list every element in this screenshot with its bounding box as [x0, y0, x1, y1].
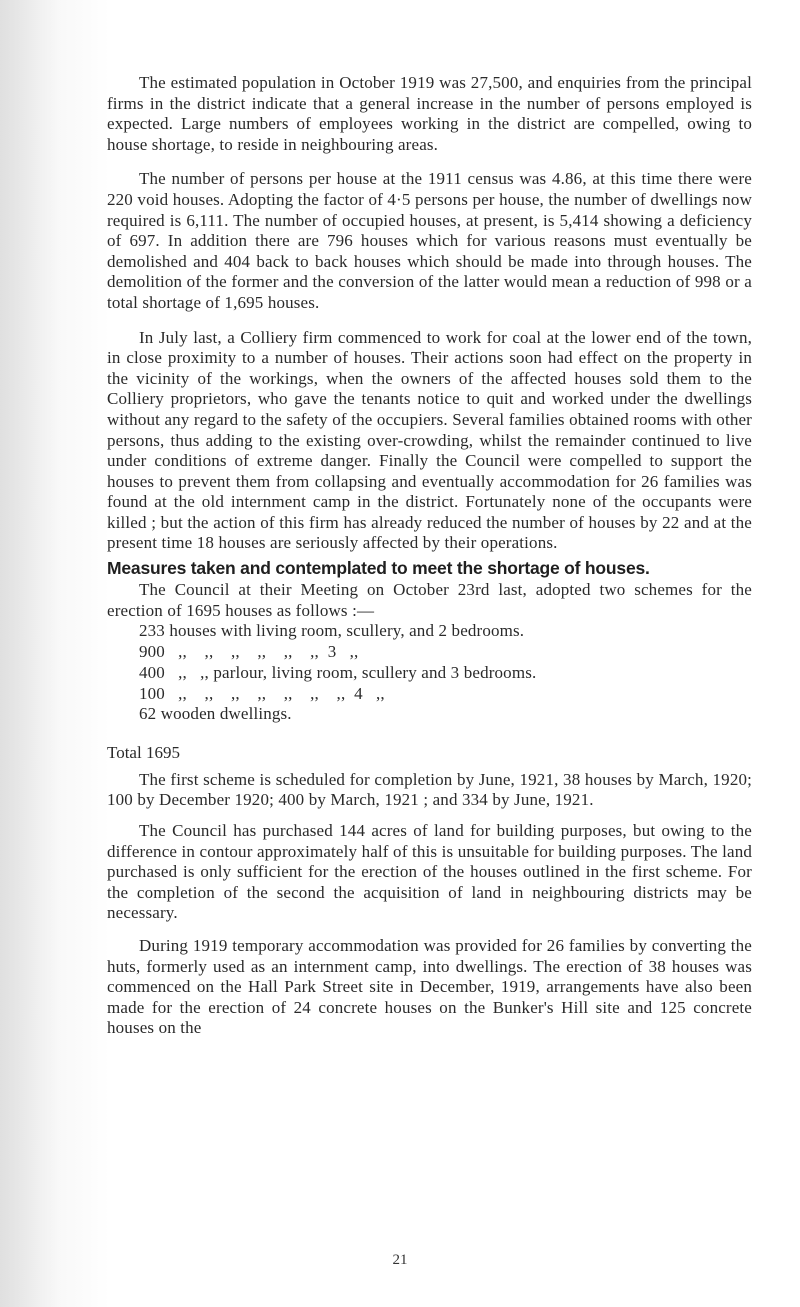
- paragraph-first-scheme: The first scheme is scheduled for completion by June, 1921, 38 houses by March, 1920; 100 by December 1920; 400 by March, 1921 ; and 334 by June, 1921.: [107, 769, 752, 810]
- document-body: [107, 73, 752, 1039]
- paragraph-temporary-accommodation: During 1919 temporary accommodation was provided for 26 families by converting the huts, formerly used as an internment camp, into dwellings. The erection of 38 houses was commenced on the Hall Park Street site in December, 1919, arrangements have also been made for the erection of 24 concrete houses on the Bunker's Hill site and 125 concrete houses on the: [107, 935, 752, 1038]
- scheme-item: 62 wooden dwellings.: [139, 704, 292, 724]
- scheme-item: 900 ,, ,, ,, ,, ,, ,, 3 ,,: [139, 642, 359, 662]
- paragraph-population: The estimated population in October 1919 was 27,500, and enquiries from the principal firms in the district indicate that a general increase in the number of persons employed is expected. Large numbers of employees working in the district are compelled, owing to house shortage, to reside in neighbouring areas.: [107, 73, 752, 154]
- paragraph-schemes: The Council at their Meeting on October 23rd last, adopted two schemes for the erection of 1695 houses as follows :—: [107, 580, 752, 620]
- paragraph-colliery: In July last, a Colliery firm commenced to work for coal at the lower end of the town, in close proximity to a number of houses. Their actions soon had effect on the property in the vicinity of the workings, when the owners of the affected houses sold them to the Colliery proprietors, who gave the tenants notice to quit and worked under the dwellings without any regard to the safety of the occupiers. Several families obtained rooms with other persons, thus adding to the existing over-crowding, whilst the remainder continued to live under conditions of extreme danger. Finally the Council were compelled to support the houses to prevent them from collapsing and eventually accommodation for 26 families was found at the old internment camp in the district. Fortunately none of the occupants were killed ; but the action of this firm has already reduced the number of houses by 22 and at the present time 18 houses are seriously affected by their operations.: [107, 327, 752, 553]
- scheme-item: 233 houses with living room, scullery, and 2 bedrooms.: [139, 621, 525, 641]
- scan-edge-shadow: [0, 0, 60, 1307]
- scheme-item: 400 ,, ,, parlour, living room, scullery and 3 bedrooms.: [139, 662, 537, 682]
- scheme-item: 100 ,, ,, ,, ,, ,, ,, ,, 4 ,,: [139, 683, 385, 703]
- paragraph-land: The Council has purchased 144 acres of land for building purposes, but owing to the difference in contour approximately half of this is unsuitable for building purposes. The land purchased is only sufficient for the erection of the houses outlined in the first scheme. For the completion of the second the acquisition of land in neighbouring districts may be necessary.: [107, 821, 752, 923]
- total-line: Total 1695: [107, 743, 180, 763]
- scheme-list: [107, 621, 752, 725]
- section-heading-measures: Measures taken and contemplated to meet the shortage of houses.: [107, 558, 650, 579]
- page-number: 21: [392, 1252, 408, 1268]
- paragraph-census: The number of persons per house at the 1911 census was 4.86, at this time there were 220 void houses. Adopting the factor of 4·5 persons per house, the number of dwellings now required is 6,111. The number of occupied houses, at present, is 5,414 showing a deficiency of 697. In addition there are 796 houses which for various reasons must eventually be demolished and 404 back to back houses which should be made into through houses. The demolition of the former and the conversion of the latter would mean a reduction of 998 or a total shortage of 1,695 houses.: [107, 169, 752, 312]
